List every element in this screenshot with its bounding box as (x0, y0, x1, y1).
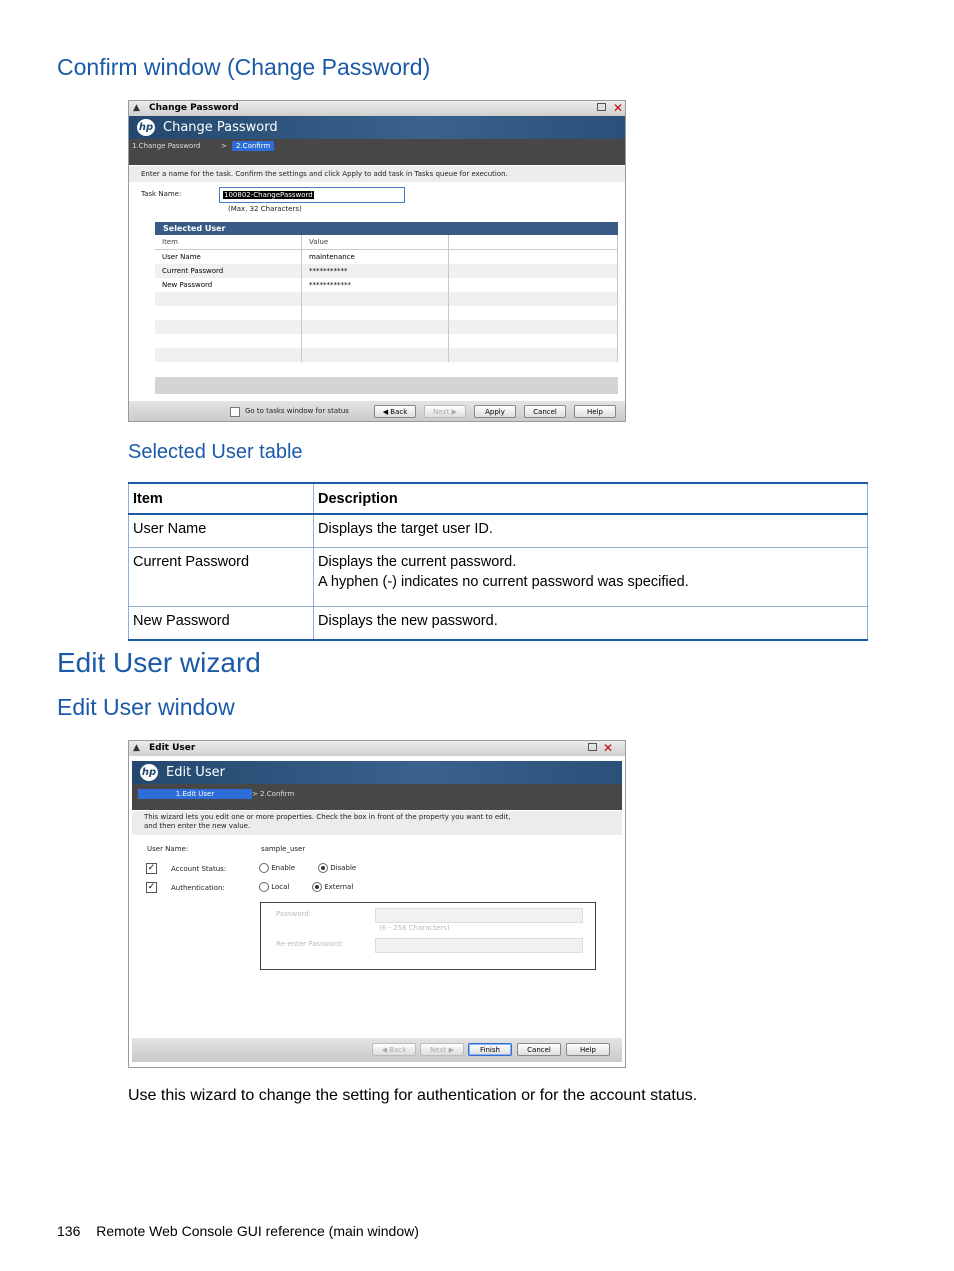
apply-button[interactable]: Apply (474, 405, 516, 418)
authentication-checkbox[interactable]: ✓ (147, 882, 156, 892)
collapse-icon[interactable]: ▲ (133, 743, 140, 753)
edit-user-wizard-heading: Edit User wizard (57, 647, 261, 678)
section-heading-confirm-window: Confirm window (Change Password) (57, 54, 431, 80)
password-label: Password: (276, 910, 312, 918)
account-status-checkbox[interactable]: ✓ (147, 863, 156, 873)
task-name-value: 100802-ChangePassword (224, 191, 313, 199)
finish-button[interactable]: Finish (468, 1043, 512, 1056)
wizard-steps (129, 139, 625, 165)
column-header-item: Item (155, 235, 302, 250)
window-banner (129, 116, 625, 139)
next-button[interactable]: Next ▶ (420, 1043, 464, 1056)
body-paragraph: Use this wizard to change the setting for authentication or for the account status. (128, 1087, 698, 1104)
banner-title: Change Password (163, 120, 278, 135)
row-item: Current Password (129, 548, 314, 607)
step-edit-user: 1.Edit User (138, 789, 252, 799)
table-scroll-area (155, 377, 618, 394)
button-bar (129, 401, 625, 421)
row-value: *********** (302, 264, 449, 278)
table-row (129, 607, 868, 641)
maximize-icon[interactable] (588, 743, 597, 751)
go-to-tasks-checkbox[interactable] (230, 407, 240, 417)
window-title: Edit User (149, 743, 196, 753)
go-to-tasks-label: Go to tasks window for status (245, 407, 349, 415)
local-radio[interactable]: Local (259, 882, 289, 892)
row-description: Displays the current password. A hyphen (-) indicates no current password was specified. (314, 548, 868, 607)
table-row (129, 514, 868, 548)
disable-radio[interactable]: Disable (318, 863, 356, 873)
maximize-icon[interactable] (597, 103, 606, 111)
table-header-item: Item (129, 483, 314, 514)
selected-user-table-heading: Selected User table (128, 441, 303, 463)
reenter-password-input[interactable] (375, 938, 583, 953)
password-hint: (6 - 256 Characters) (379, 924, 450, 932)
external-radio[interactable]: External (312, 882, 353, 892)
enable-radio[interactable]: Enable (259, 863, 295, 873)
cancel-button[interactable]: Cancel (524, 405, 566, 418)
back-button[interactable]: ◀ Back (374, 405, 416, 418)
table-row (155, 264, 618, 278)
cancel-button[interactable]: Cancel (517, 1043, 561, 1056)
column-header-value: Value (302, 235, 449, 250)
footer-title: Remote Web Console GUI reference (main window) (96, 1223, 419, 1239)
password-input[interactable] (375, 908, 583, 923)
page-footer (57, 1223, 419, 1239)
row-value: ************ (302, 278, 449, 292)
table-row-empty (155, 348, 618, 362)
window-titlebar (129, 101, 625, 116)
account-status-label: Account Status: (171, 865, 227, 873)
task-name-label: Task Name: (141, 190, 182, 198)
row-description: Displays the target user ID. (314, 514, 868, 548)
button-bar (132, 1038, 622, 1062)
table-row (155, 250, 618, 265)
task-name-hint: (Max. 32 Characters) (228, 205, 302, 213)
step-confirm: > 2.Confirm (252, 790, 295, 798)
step-confirm: 2.Confirm (232, 141, 274, 151)
row-description: Displays the new password. (314, 607, 868, 641)
hp-logo: hp (140, 764, 158, 781)
user-name-label: User Name: (147, 845, 189, 853)
table-caption: Selected User (155, 222, 618, 235)
table-row-empty (155, 306, 618, 320)
edit-user-window-heading: Edit User window (57, 694, 235, 720)
password-group (260, 902, 596, 970)
hp-logo: hp (137, 119, 155, 136)
table-row (155, 278, 618, 292)
instruction-text: Enter a name for the task. Confirm the settings and click Apply to add task in Tasks queue for execution. (129, 166, 625, 182)
reenter-password-label: Re-enter Password: (276, 940, 344, 948)
next-button[interactable]: Next ▶ (424, 405, 466, 418)
table-row-empty (155, 292, 618, 306)
wizard-steps (132, 784, 622, 810)
close-icon[interactable]: ✕ (613, 101, 624, 115)
close-icon[interactable]: ✕ (603, 741, 614, 755)
column-header-empty (449, 235, 618, 250)
row-item: Current Password (155, 264, 302, 278)
window-banner (132, 761, 622, 784)
user-name-value: sample_user (261, 845, 306, 853)
table-header-description: Description (314, 483, 868, 514)
window-title: Change Password (149, 103, 239, 113)
window-titlebar (129, 741, 625, 756)
table-row (129, 548, 868, 607)
change-password-window (128, 100, 626, 422)
banner-title: Edit User (166, 765, 225, 780)
instruction-text: This wizard lets you edit one or more properties. Check the box in front of the property you want to edit, and then enter the new value. (132, 811, 622, 835)
row-value: maintenance (302, 250, 449, 265)
page-number: 136 (57, 1223, 81, 1239)
row-item: User Name (129, 514, 314, 548)
selected-user-table (155, 222, 618, 362)
help-button[interactable]: Help (566, 1043, 610, 1056)
row-item: New Password (129, 607, 314, 641)
collapse-icon[interactable]: ▲ (133, 103, 140, 113)
table-row-empty (155, 334, 618, 348)
edit-user-window (128, 740, 626, 1068)
task-name-input[interactable] (219, 187, 405, 203)
description-table (128, 482, 868, 641)
row-item: User Name (155, 250, 302, 265)
step-change-password: 1.Change Password (132, 142, 201, 150)
back-button[interactable]: ◀ Back (372, 1043, 416, 1056)
row-item: New Password (155, 278, 302, 292)
step-separator: > (221, 142, 227, 150)
authentication-label: Authentication: (171, 884, 225, 892)
help-button[interactable]: Help (574, 405, 616, 418)
table-row-empty (155, 320, 618, 334)
